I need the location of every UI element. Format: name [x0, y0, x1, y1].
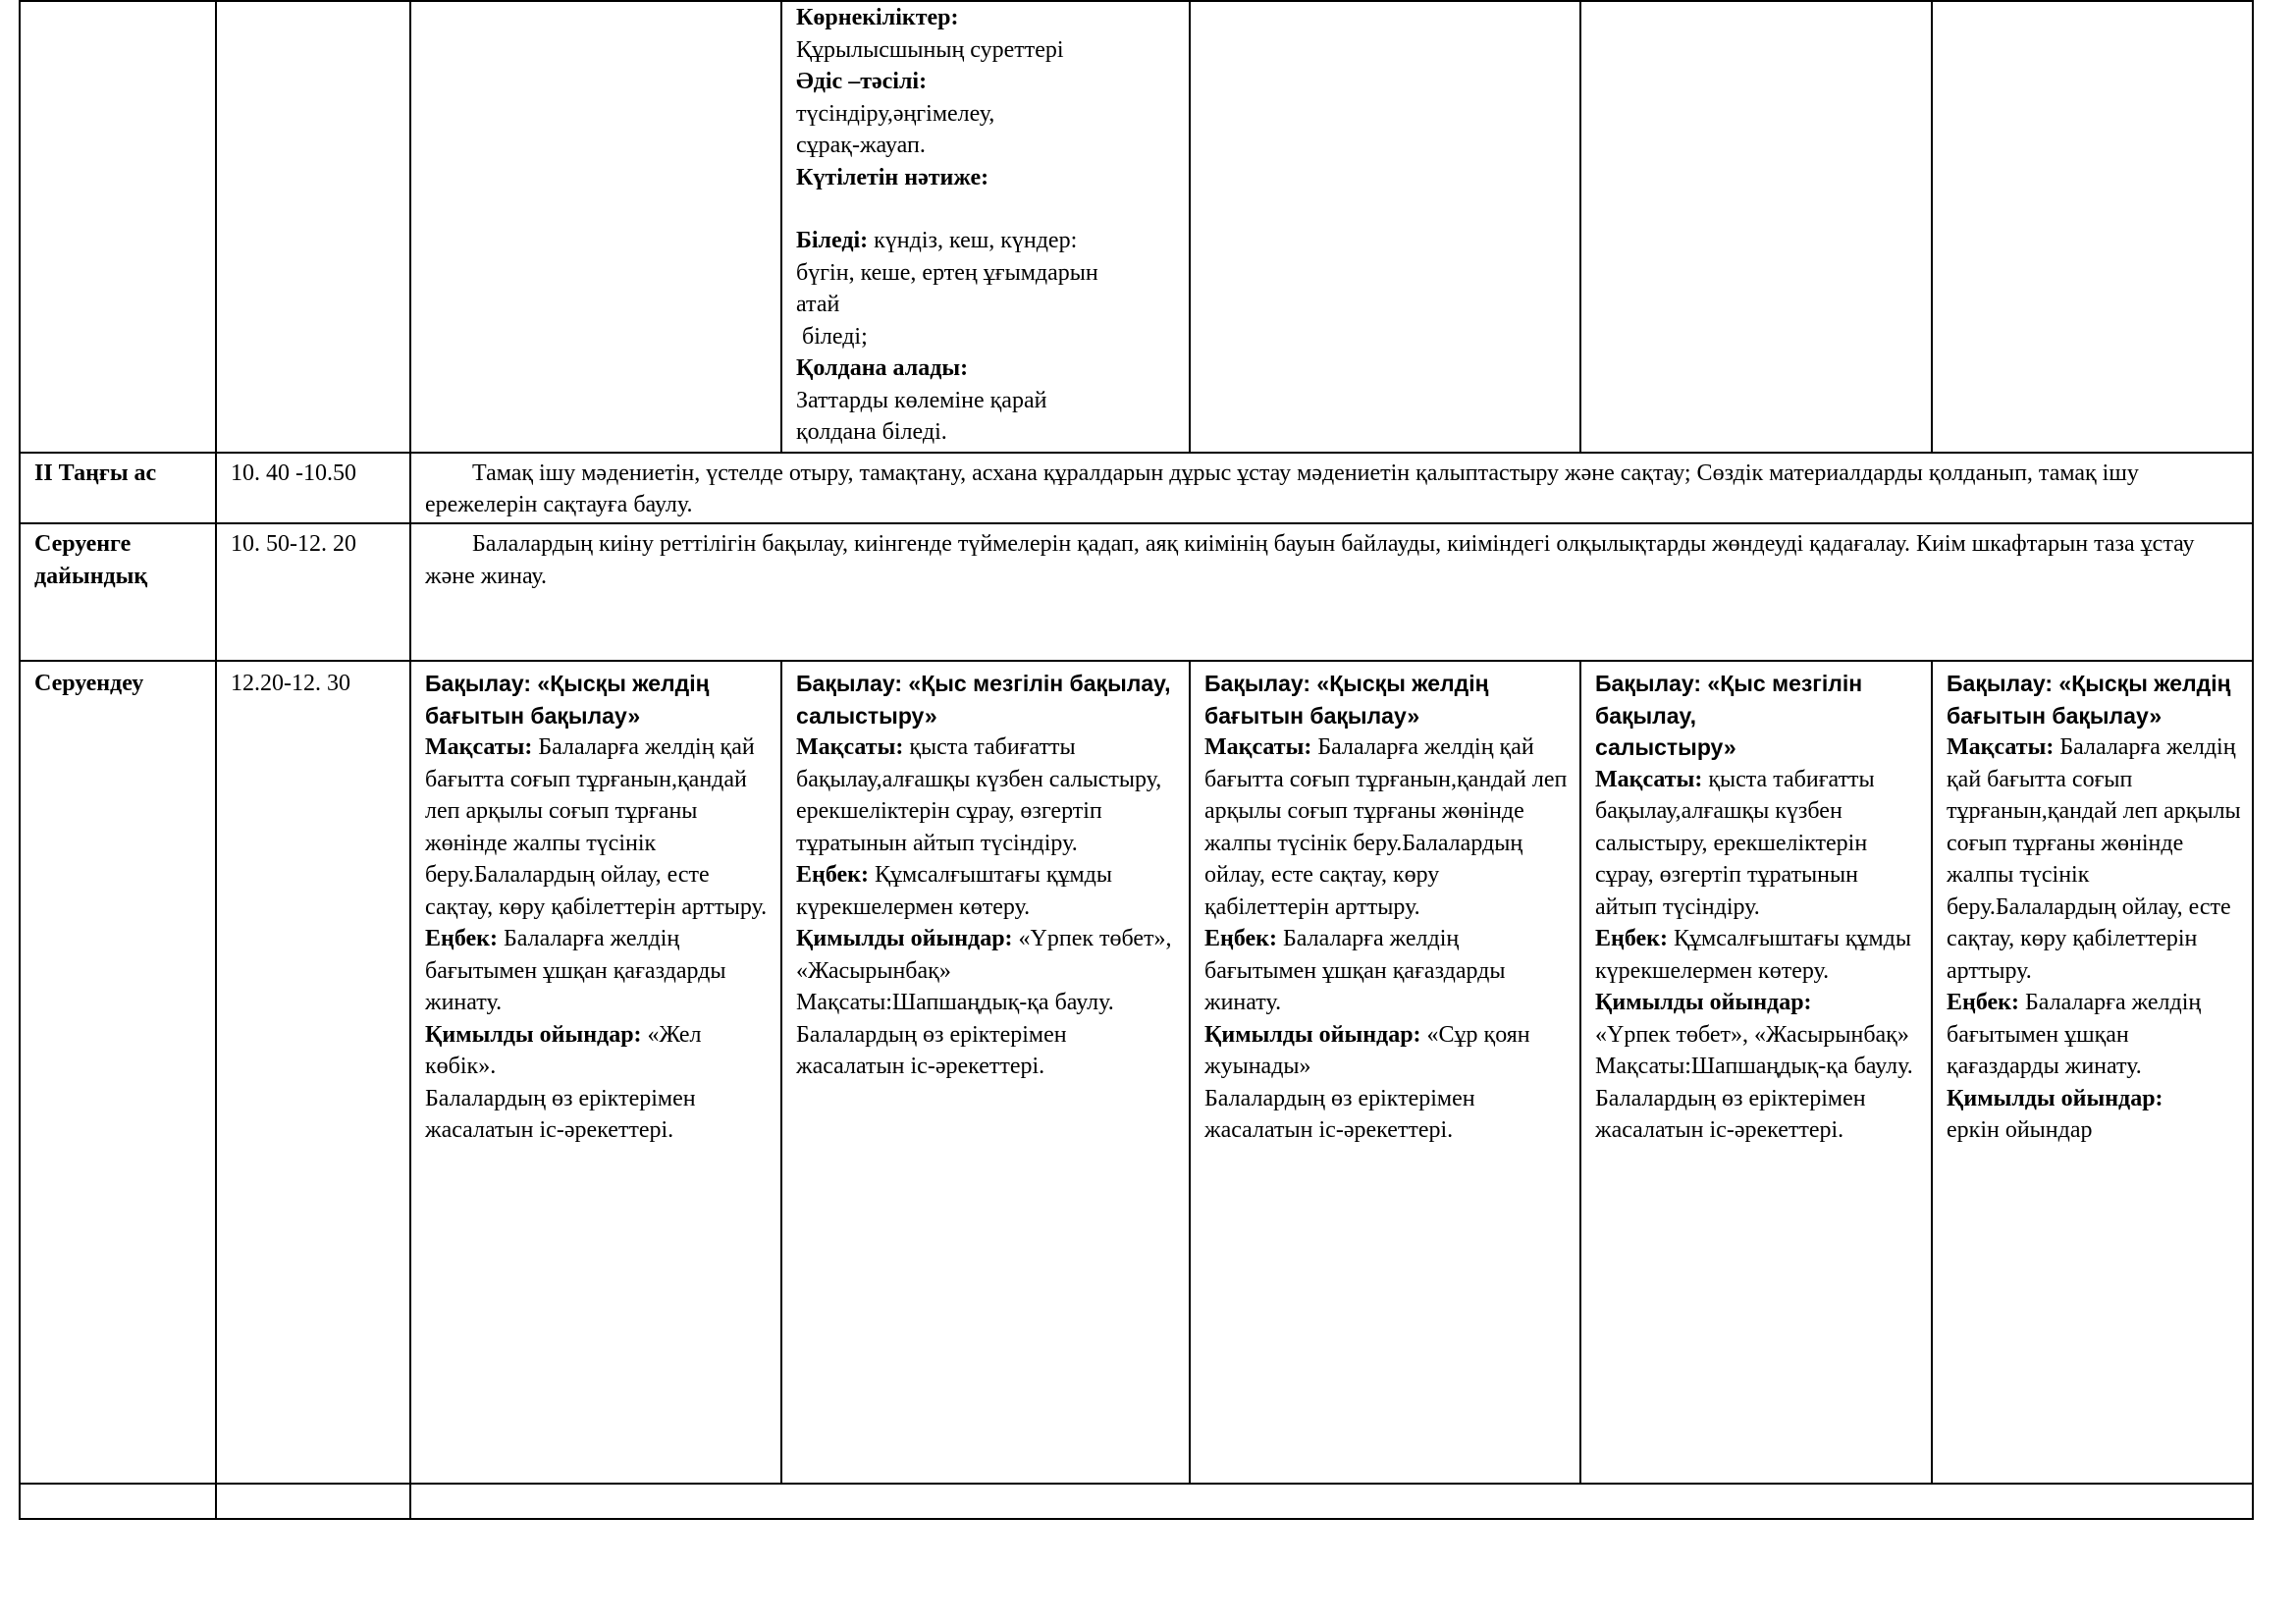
- goal-text: Балаларға желдің қай бағытта соғып тұрғанын,қандай леп арқылы соғып тұрғаны жөнінде жалпы түсінік беру.Балалардың ойлау, есте сақтау, көру қабілеттерін арттыру.: [425, 734, 768, 920]
- games-label: Қимылды ойындар:: [1204, 1021, 1421, 1048]
- walk-time: 12.20-12. 30: [216, 661, 410, 1484]
- goal-label: Мақсаты:: [1204, 734, 1312, 760]
- empty-cell: [410, 1, 781, 453]
- daily-plan-table: [19, 0, 2254, 1520]
- work-label: Еңбек:: [1204, 926, 1277, 951]
- table-row: [20, 523, 2253, 661]
- free-activity-text: Балалардың өз еріктерімен жасалатын іс-әрекеттері.: [1595, 1085, 1866, 1143]
- free-activity-text: Балалардың өз еріктерімен жасалатын іс-әрекеттері.: [1204, 1085, 1475, 1143]
- work-text: Балаларға желдің бағытымен ұшқан қағаздарды жинату.: [1947, 990, 2202, 1079]
- walk-col-3: [1190, 661, 1580, 1484]
- games-text: «Сұр қоян жуынады»: [1204, 1021, 1530, 1079]
- work-text: Балаларға желдің бағытымен ұшқан қағаздарды жинату.: [1204, 926, 1506, 1015]
- observation-heading: Бақылау: «Қыс мезгілін бақылау,: [796, 671, 1171, 696]
- schedule-sheet: [19, 0, 2252, 1508]
- goal-text: Балаларға желдің қай бағытта соғып тұрғанын,қандай леп арқылы соғып тұрғаны жөнінде жалпы түсінік беру.Балалардың ойлау, есте сақтау, көру қабілеттерін арттыру.: [1947, 734, 2241, 984]
- observation-heading: салыстыру»: [796, 702, 937, 729]
- knows-line: біледі;: [796, 323, 868, 350]
- empty-cell: [1932, 1, 2253, 453]
- observation-heading: Бақылау: «Қыс мезгілін бақылау,: [1595, 671, 1863, 729]
- free-activity-text: Балалардың өз еріктерімен жасалатын іс-әрекеттері.: [425, 1085, 696, 1143]
- empty-cell: [1580, 1, 1932, 453]
- table-row: [20, 1484, 2253, 1519]
- empty-cell: [1190, 1, 1580, 453]
- goal-label: Мақсаты:: [1595, 766, 1703, 792]
- work-label: Еңбек:: [796, 862, 869, 888]
- prep-text: Балалардың киіну реттілігін бақылау, киінгенде түймелерін қадап, аяқ киімінің бауын байлауды, киіміндегі олқылықтарды жөндеуді қадағалау. Киім шкафтарын таза ұстау және жинау.: [410, 523, 2253, 661]
- goal-label: Мақсаты:: [1947, 734, 2055, 760]
- knows-line: атай: [796, 292, 840, 317]
- visual-aids-cell: [781, 1, 1190, 453]
- aids-text: Құрылысшының суреттері: [796, 36, 1064, 63]
- table-row: [20, 453, 2253, 523]
- goal-text: қыста табиғатты бақылау,алғашқы күзбен салыстыру, ерекшеліктерін сұрау, өзгертіп тұратынын айтып түсіндіру.: [1595, 766, 1875, 920]
- games-label: Қимылды ойындар:: [1595, 990, 1812, 1015]
- free-activity-text: Балалардың өз еріктерімен жасалатын іс-әрекеттері.: [796, 1021, 1067, 1079]
- prep-time: 10. 50-12. 20: [216, 523, 410, 661]
- empty-cell: [216, 1484, 410, 1519]
- knows-line: бүгін, кеше, ертең ұғымдарын: [796, 259, 1098, 286]
- apply-label: Қолдана алады:: [796, 355, 969, 381]
- walk-col-2: [781, 661, 1190, 1484]
- games-text: «Үрпек төбет», «Жасырынбақ»: [796, 926, 1172, 984]
- games-label: Қимылды ойындар:: [425, 1021, 642, 1048]
- observation-heading: Бақылау: «Қысқы желдің бағытын бақылау»: [425, 671, 710, 729]
- walk-col-5: [1932, 661, 2253, 1484]
- aids-label: Көрнекіліктер:: [796, 5, 959, 30]
- prep-label: Серуенге дайындық: [20, 523, 216, 661]
- empty-cell: [20, 1484, 216, 1519]
- work-text: Құмсалғыштағы құмды күрекшелермен көтеру.: [1595, 926, 1912, 984]
- result-label: Күтілетін нәтиже:: [796, 164, 989, 190]
- game-goal-text: Мақсаты:Шапшаңдық-қа баулу.: [796, 990, 1114, 1015]
- breakfast-label: ІІ Таңғы ас: [20, 453, 216, 523]
- table-row: [20, 1, 2253, 453]
- goal-text: Балаларға желдің қай бағытта соғып тұрғанын,қандай леп арқылы соғып тұрғаны жөнінде жалпы түсінік беру.Балалардың ойлау, есте сақтау, көру қабілеттерін арттыру.: [1204, 734, 1568, 920]
- walk-col-1: [410, 661, 781, 1484]
- knows-text: күндіз, кеш, күндер:: [868, 228, 1078, 253]
- knows-line: [796, 225, 1179, 257]
- games-text: «Жел көбік».: [425, 1021, 702, 1079]
- games-text: «Үрпек төбет», «Жасырынбақ»: [1595, 1021, 1909, 1048]
- empty-cell: [410, 1484, 2253, 1519]
- work-label: Еңбек:: [1595, 926, 1668, 951]
- walk-col-4: [1580, 661, 1932, 1484]
- games-text: еркін ойындар: [1947, 1117, 2093, 1143]
- work-text: Құмсалғыштағы құмды күрекшелермен көтеру.: [796, 862, 1113, 920]
- observation-heading: Бақылау: «Қысқы желдің бағытын бақылау»: [1204, 671, 1489, 729]
- empty-cell: [216, 1, 410, 453]
- games-label: Қимылды ойындар:: [796, 926, 1013, 951]
- goal-text: қыста табиғатты бақылау,алғашқы күзбен салыстыру, ерекшеліктерін сұрау, өзгертіп тұратынын айтып түсіндіру.: [796, 734, 1162, 856]
- apply-line: қолдана біледі.: [796, 419, 947, 445]
- work-label: Еңбек:: [1947, 990, 2019, 1015]
- work-label: Еңбек:: [425, 926, 498, 951]
- goal-label: Мақсаты:: [425, 734, 533, 760]
- method-label: Әдіс –тәсілі:: [796, 69, 928, 94]
- apply-line: Заттарды көлеміне қарай: [796, 387, 1047, 413]
- empty-cell: [20, 1, 216, 453]
- observation-heading: Бақылау: «Қысқы желдің бағытын бақылау»: [1947, 671, 2231, 729]
- breakfast-time: 10. 40 -10.50: [216, 453, 410, 523]
- work-text: Балаларға желдің бағытымен ұшқан қағаздарды жинату.: [425, 926, 726, 1015]
- game-goal-text: Мақсаты:Шапшаңдық-қа баулу.: [1595, 1054, 1913, 1079]
- table-row: [20, 661, 2253, 1484]
- walk-label: Серуендеу: [20, 661, 216, 1484]
- knows-label: Біледі:: [796, 228, 869, 253]
- breakfast-text: Тамақ ішу мәдениетін, үстелде отыру, тамақтану, асхана құралдарын дұрыс ұстау мәдениетін қалыптастыру және сақтау; Сөздік материалдарды қолданып, тамақ ішу ережелерін сақтауға баулу.: [410, 453, 2253, 523]
- games-label: Қимылды ойындар:: [1947, 1085, 2163, 1111]
- goal-label: Мақсаты:: [796, 734, 904, 760]
- method-line: сұрақ-жауап.: [796, 133, 926, 158]
- observation-heading: салыстыру»: [1595, 734, 1736, 760]
- method-line: түсіндіру,әңгімелеу,: [796, 100, 995, 127]
